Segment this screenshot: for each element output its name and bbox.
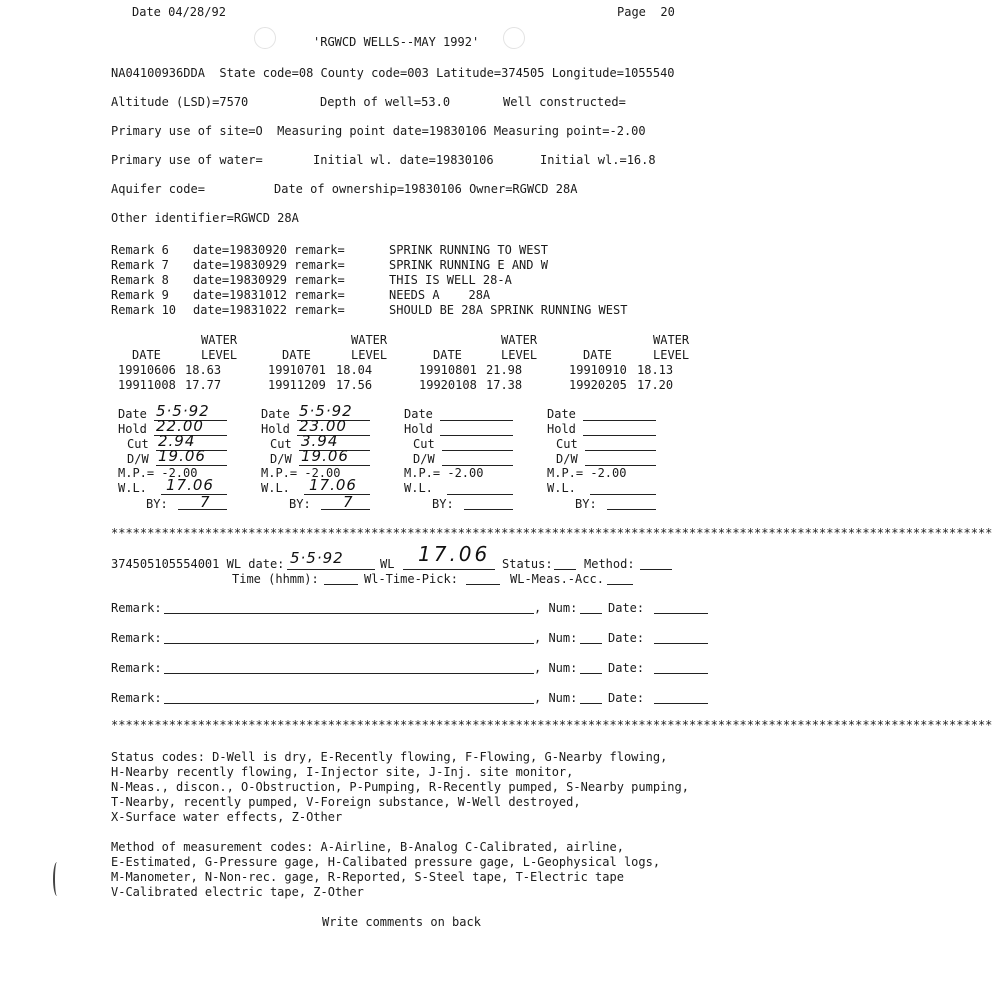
other-identifier: Other identifier=RGWCD 28A bbox=[111, 211, 299, 225]
form-mp: M.P.= -2.00 bbox=[547, 466, 627, 480]
level-date: 19910801 bbox=[419, 363, 477, 377]
level-header: LEVEL bbox=[351, 348, 388, 362]
form-hold-field[interactable]: 22.00 bbox=[156, 417, 204, 435]
remark-num-field[interactable] bbox=[580, 673, 602, 674]
method-code-line: M-Manometer, N-Non-rec. gage, R-Reported, S-Steel tape, T-Electric tape bbox=[111, 870, 624, 884]
remark-date-label: Date: bbox=[608, 631, 645, 645]
time-pick-label: Wl-Time-Pick: bbox=[364, 572, 458, 586]
form-wl-line bbox=[590, 494, 656, 495]
remark-num-field[interactable] bbox=[580, 613, 602, 614]
level-value: 18.13 bbox=[637, 363, 674, 377]
well-depth: Depth of well=53.0 bbox=[320, 95, 451, 109]
form-hold-label: Hold bbox=[118, 422, 147, 436]
form-by-line bbox=[464, 509, 513, 510]
date-header: DATE bbox=[433, 348, 462, 362]
remark-date: date=19830929 remark= bbox=[193, 258, 345, 272]
time-label: Time (hhmm): bbox=[232, 572, 319, 586]
wl-label: WL bbox=[380, 557, 395, 571]
status-code-line: H-Nearby recently flowing, I-Injector site, J-Inj. site monitor, bbox=[111, 765, 574, 779]
remark-entry-label: Remark: bbox=[111, 601, 162, 615]
remark-text: THIS IS WELL 28-A bbox=[389, 273, 512, 287]
level-value: 21.98 bbox=[486, 363, 523, 377]
initial-wl: Initial wl.=16.8 bbox=[540, 153, 656, 167]
form-dw-label: D/W bbox=[270, 452, 292, 466]
remark-label: Remark 10 bbox=[111, 303, 177, 317]
site-id-line: NA04100936DDA State code=08 County code=003 Latitude=374505 Longitude=1055540 bbox=[111, 66, 675, 80]
form-hold-field[interactable]: 23.00 bbox=[299, 417, 347, 435]
level-date: 19910910 bbox=[569, 363, 627, 377]
remark-date-label: Date: bbox=[608, 661, 645, 675]
wl-date-line bbox=[287, 569, 375, 570]
form-wl-label: W.L. bbox=[261, 481, 290, 495]
wl-value-line bbox=[403, 569, 495, 570]
page-title: 'RGWCD WELLS--MAY 1992' bbox=[313, 35, 480, 49]
level-date: 19911209 bbox=[268, 378, 326, 392]
primary-use-water: Primary use of water= bbox=[111, 153, 263, 167]
form-wl-line bbox=[447, 494, 513, 495]
form-hold-line bbox=[440, 435, 513, 436]
method-code-line: E-Estimated, G-Pressure gage, H-Calibated pressure gage, L-Geophysical logs, bbox=[111, 855, 661, 869]
remark-num-field[interactable] bbox=[580, 643, 602, 644]
status-code-line: X-Surface water effects, Z-Other bbox=[111, 810, 343, 824]
date-header: DATE bbox=[132, 348, 161, 362]
form-by-label: BY: bbox=[289, 497, 311, 511]
form-date-label: Date bbox=[118, 407, 147, 421]
form-hold-label: Hold bbox=[404, 422, 433, 436]
form-dw-label: D/W bbox=[127, 452, 149, 466]
form-date-label: Date bbox=[261, 407, 290, 421]
water-header: WATER bbox=[351, 333, 388, 347]
form-mp: M.P.= -2.00 bbox=[261, 466, 341, 480]
altitude: Altitude (LSD)=7570 bbox=[111, 95, 249, 109]
remark-label: Remark 9 bbox=[111, 288, 169, 302]
remark-text: NEEDS A 28A bbox=[389, 288, 491, 302]
water-header: WATER bbox=[201, 333, 238, 347]
level-date: 19911008 bbox=[118, 378, 176, 392]
date-header: DATE bbox=[583, 348, 612, 362]
form-cut-line bbox=[442, 450, 513, 451]
remark-date: date=19830929 remark= bbox=[193, 273, 345, 287]
remark-date-label: Date: bbox=[608, 691, 645, 705]
form-wl-field[interactable]: 17.06 bbox=[309, 476, 357, 494]
remark-date-field[interactable] bbox=[654, 703, 708, 704]
punch-hole bbox=[503, 27, 525, 49]
remark-date: date=19831022 remark= bbox=[193, 303, 345, 317]
level-date: 19920205 bbox=[569, 378, 627, 392]
initial-wl-date: Initial wl. date=19830106 bbox=[313, 153, 494, 167]
remark-entry-label: Remark: bbox=[111, 661, 162, 675]
ownership: Date of ownership=19830106 Owner=RGWCD 28A bbox=[274, 182, 578, 196]
level-value: 18.04 bbox=[336, 363, 373, 377]
water-header: WATER bbox=[653, 333, 690, 347]
time-pick-field[interactable] bbox=[466, 584, 500, 585]
form-wl-field[interactable]: 17.06 bbox=[166, 476, 214, 494]
form-by-label: BY: bbox=[575, 497, 597, 511]
method-code-line: V-Calibrated electric tape, Z-Other bbox=[111, 885, 364, 899]
form-dw-label: D/W bbox=[413, 452, 435, 466]
separator: ************************************************************************************************************************** bbox=[111, 718, 992, 732]
print-date: Date 04/28/92 bbox=[132, 5, 226, 19]
water-header: WATER bbox=[501, 333, 538, 347]
aquifer-code: Aquifer code= bbox=[111, 182, 205, 196]
level-value: 17.77 bbox=[185, 378, 222, 392]
remark-label: Remark 7 bbox=[111, 258, 169, 272]
method-label: Method: bbox=[584, 557, 635, 571]
form-wl-label: W.L. bbox=[547, 481, 576, 495]
form-cut-label: Cut bbox=[270, 437, 292, 451]
primary-use-site: Primary use of site=O Measuring point date=19830106 Measuring point=-2.00 bbox=[111, 124, 646, 138]
form-date-line bbox=[583, 420, 656, 421]
form-dw-field[interactable]: 19.06 bbox=[158, 447, 206, 465]
status-code-line: N-Meas., discon., O-Obstruction, P-Pumping, R-Recently pumped, S-Nearby pumping, bbox=[111, 780, 689, 794]
remark-date: date=19831012 remark= bbox=[193, 288, 345, 302]
level-value: 17.56 bbox=[336, 378, 373, 392]
method-code-line: Method of measurement codes: A-Airline, B-Analog C-Calibrated, airline, bbox=[111, 840, 624, 854]
form-cut-label: Cut bbox=[556, 437, 578, 451]
remark-date-field[interactable] bbox=[654, 643, 708, 644]
well-constructed: Well constructed= bbox=[503, 95, 626, 109]
remark-label: Remark 6 bbox=[111, 243, 169, 257]
remark-text: SPRINK RUNNING E AND W bbox=[389, 258, 548, 272]
level-header: LEVEL bbox=[201, 348, 238, 362]
form-cut-field[interactable]: 3.94 bbox=[301, 432, 339, 450]
form-wl-label: W.L. bbox=[404, 481, 433, 495]
page-number: Page 20 bbox=[617, 5, 675, 19]
form-wl-line bbox=[304, 494, 370, 495]
status-code-line: T-Nearby, recently pumped, V-Foreign substance, W-Well destroyed, bbox=[111, 795, 581, 809]
date-header: DATE bbox=[282, 348, 311, 362]
form-dw-label: D/W bbox=[556, 452, 578, 466]
form-wl-label: W.L. bbox=[118, 481, 147, 495]
remark-label: Remark 8 bbox=[111, 273, 169, 287]
footer-note: Write comments on back bbox=[322, 915, 481, 929]
method-field[interactable] bbox=[640, 569, 672, 570]
form-date-field[interactable]: 5·5·92 bbox=[299, 402, 353, 420]
meas-acc-field[interactable] bbox=[607, 584, 633, 585]
form-by-label: BY: bbox=[146, 497, 168, 511]
remark-entry-field[interactable] bbox=[164, 643, 534, 644]
level-date: 19920108 bbox=[419, 378, 477, 392]
form-by-field[interactable]: 7 bbox=[343, 493, 354, 511]
meas-acc-label: WL-Meas.-Acc. bbox=[510, 572, 604, 586]
punch-hole bbox=[254, 27, 276, 49]
remark-date-label: Date: bbox=[608, 601, 645, 615]
form-date-label: Date bbox=[404, 407, 433, 421]
entry-id: 374505105554001 WL date: bbox=[111, 557, 285, 571]
remark-date-field[interactable] bbox=[654, 613, 708, 614]
form-cut-label: Cut bbox=[127, 437, 149, 451]
status-label: Status: bbox=[502, 557, 553, 571]
level-value: 18.63 bbox=[185, 363, 222, 377]
form-date-line bbox=[440, 420, 513, 421]
status-field[interactable] bbox=[554, 569, 576, 570]
form-cut-field[interactable]: 2.94 bbox=[158, 432, 196, 450]
remark-num-label: , Num: bbox=[534, 691, 578, 705]
form-by-label: BY: bbox=[432, 497, 454, 511]
form-wl-line bbox=[161, 494, 227, 495]
form-by-line bbox=[607, 509, 656, 510]
form-cut-line bbox=[585, 450, 656, 451]
level-value: 17.38 bbox=[486, 378, 523, 392]
level-date: 19910701 bbox=[268, 363, 326, 377]
form-date-label: Date bbox=[547, 407, 576, 421]
status-code-line: Status codes: D-Well is dry, E-Recently flowing, F-Flowing, G-Nearby flowing, bbox=[111, 750, 668, 764]
remark-num-label: , Num: bbox=[534, 631, 578, 645]
scan-mark bbox=[53, 862, 61, 896]
form-hold-line bbox=[583, 435, 656, 436]
level-value: 17.20 bbox=[637, 378, 674, 392]
form-hold-label: Hold bbox=[547, 422, 576, 436]
remark-date-field[interactable] bbox=[654, 673, 708, 674]
remark-entry-field[interactable] bbox=[164, 613, 534, 614]
wl-value-field[interactable]: 17.06 bbox=[418, 542, 491, 566]
form-date-field[interactable]: 5·5·92 bbox=[156, 402, 210, 420]
form-cut-label: Cut bbox=[413, 437, 435, 451]
separator: ************************************************************************************************************************** bbox=[111, 526, 992, 540]
remark-num-label: , Num: bbox=[534, 661, 578, 675]
remark-text: SHOULD BE 28A SPRINK RUNNING WEST bbox=[389, 303, 628, 317]
remark-entry-label: Remark: bbox=[111, 691, 162, 705]
remark-date: date=19830920 remark= bbox=[193, 243, 345, 257]
level-header: LEVEL bbox=[653, 348, 690, 362]
remark-num-field[interactable] bbox=[580, 703, 602, 704]
remark-entry-field[interactable] bbox=[164, 703, 534, 704]
form-mp: M.P.= -2.00 bbox=[404, 466, 484, 480]
form-hold-label: Hold bbox=[261, 422, 290, 436]
form-mp: M.P.= -2.00 bbox=[118, 466, 198, 480]
level-date: 19910606 bbox=[118, 363, 176, 377]
wl-date-field[interactable]: 5·5·92 bbox=[290, 549, 344, 567]
remark-text: SPRINK RUNNING TO WEST bbox=[389, 243, 548, 257]
form-by-field[interactable]: 7 bbox=[200, 493, 211, 511]
form-dw-field[interactable]: 19.06 bbox=[301, 447, 349, 465]
remark-num-label: , Num: bbox=[534, 601, 578, 615]
remark-entry-label: Remark: bbox=[111, 631, 162, 645]
remark-entry-field[interactable] bbox=[164, 673, 534, 674]
level-header: LEVEL bbox=[501, 348, 538, 362]
time-field[interactable] bbox=[324, 584, 358, 585]
